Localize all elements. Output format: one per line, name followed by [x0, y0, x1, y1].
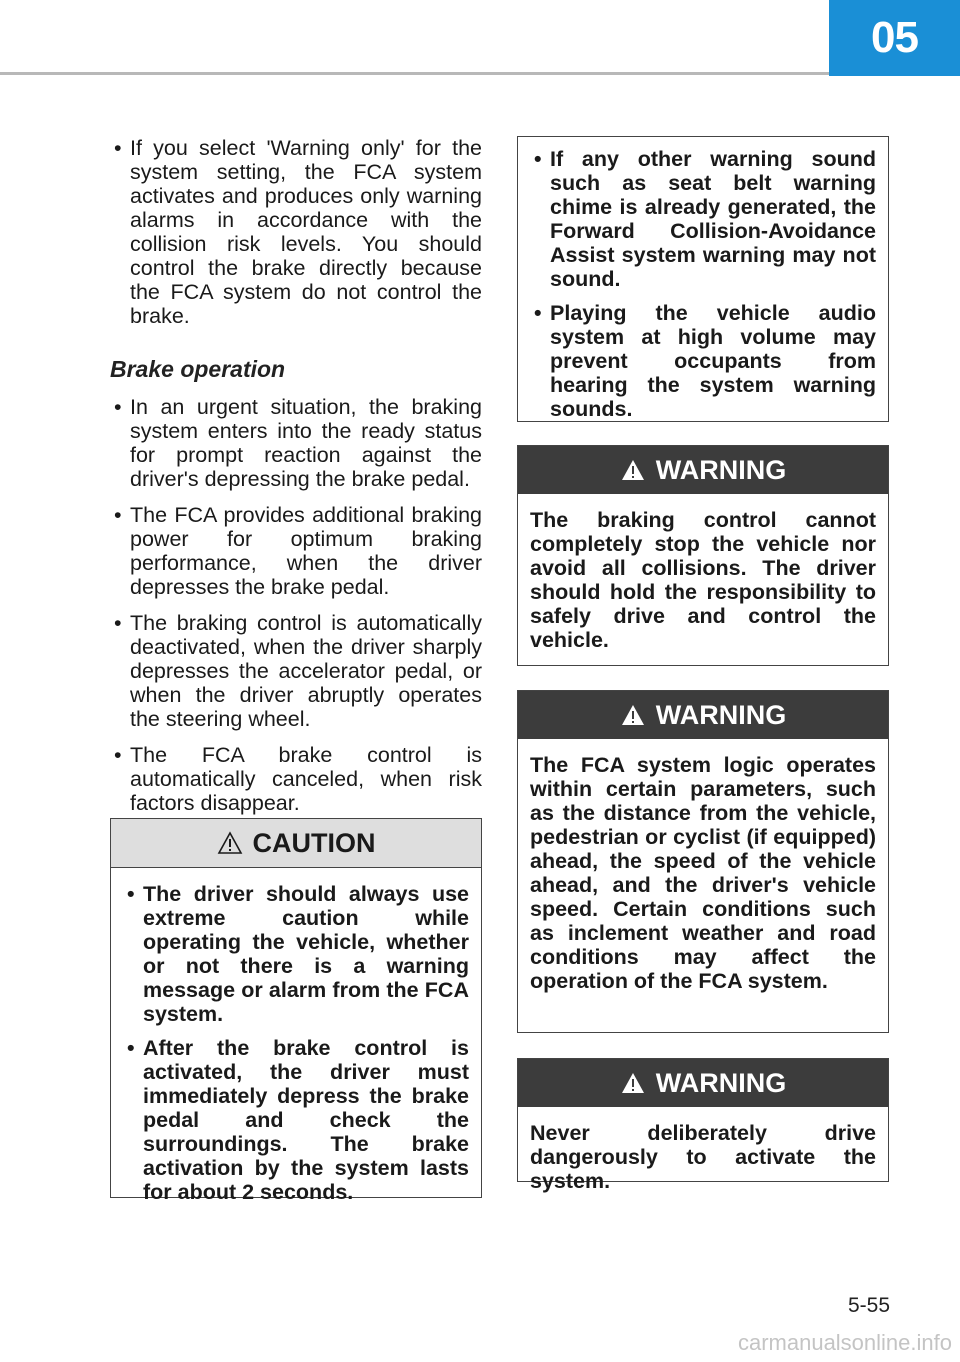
- list-item: • If any other warning sound such as seat belt warning chime is already generated, the Forward Collision-Avoidance Assist system warning may not sound.: [530, 147, 876, 291]
- warning-body: Never deliberately drive dangerously to activate the system.: [530, 1121, 876, 1193]
- chapter-number: 05: [871, 13, 918, 62]
- warning-box-logic: [517, 690, 889, 1033]
- caution-box: [110, 818, 482, 1204]
- list-item: • If you select 'Warning only' for the system setting, the FCA system activates and produces only warning alarms in accordance with the collision risk levels. You should control the brake directly because the FCA system do not control the brake.: [110, 136, 482, 328]
- warning-title: WARNING: [655, 699, 787, 730]
- warning-header: [518, 1059, 888, 1107]
- list-item: • Playing the vehicle audio system at high volume may prevent occupants from hearing the system warning sounds.: [530, 301, 876, 421]
- warning-triangle-icon: [620, 1071, 646, 1095]
- warning-header: [518, 446, 888, 494]
- list-item: • The FCA provides additional braking power for optimum braking performance, when the driver depresses the brake pedal.: [110, 503, 482, 599]
- warning-title: WARNING: [655, 1067, 787, 1098]
- section-heading: Brake operation: [110, 356, 286, 382]
- warning-box-dangerous: [517, 1058, 889, 1193]
- list-item: • The driver should always use extreme caution while operating the vehicle, whether or not there is a warning message or alarm from the FCA system.: [123, 882, 469, 1026]
- caution-bullet-list: [123, 882, 469, 1204]
- caution-title: CAUTION: [252, 827, 376, 858]
- brake-bullet-list: [110, 395, 482, 815]
- note-bullet-list: [530, 147, 876, 421]
- caution-triangle-icon: [217, 831, 243, 855]
- warning-triangle-icon: [620, 703, 646, 727]
- caution-body: [111, 868, 481, 1228]
- note-box: [517, 136, 889, 422]
- warning-box-braking: [517, 445, 889, 666]
- caution-header: [111, 819, 481, 868]
- header-rule: [0, 72, 830, 75]
- note-body: [518, 137, 888, 445]
- list-item: • In an urgent situation, the braking system enters into the ready status for prompt reaction against the driver's depressing the brake pedal.: [110, 395, 482, 491]
- page-number: 5-55: [847, 1294, 890, 1317]
- warning-title: WARNING: [655, 454, 787, 485]
- warning-body: The braking control cannot completely stop the vehicle nor avoid all collisions. The driver should hold the responsibility to safely drive and control the vehicle.: [530, 508, 876, 652]
- chapter-tab: [829, 0, 960, 76]
- list-item: • After the brake control is activated, the driver must immediately depress the brake pedal and check the surroundings. The brake activation by the system lasts for about 2 seconds.: [123, 1036, 469, 1204]
- left-column: [110, 136, 482, 827]
- warning-header: [518, 691, 888, 739]
- warning-triangle-icon: [620, 458, 646, 482]
- intro-bullet-list: [110, 136, 482, 328]
- warning-body: The FCA system logic operates within certain parameters, such as the distance from the vehicle, pedestrian or cyclist (if equipped) ahead, the speed of the vehicle ahead, and the driver's vehicle speed. Certain conditions such as inclement weather and road conditions may affect the operation of the FCA system.: [530, 753, 876, 993]
- list-item: • The FCA brake control is automatically canceled, when risk factors disappear.: [110, 743, 482, 815]
- watermark: carmanualsonline.info: [737, 1330, 952, 1355]
- list-item: • The braking control is automatically deactivated, when the driver sharply depresses the accelerator pedal, or when the driver abruptly operates the steering wheel.: [110, 611, 482, 731]
